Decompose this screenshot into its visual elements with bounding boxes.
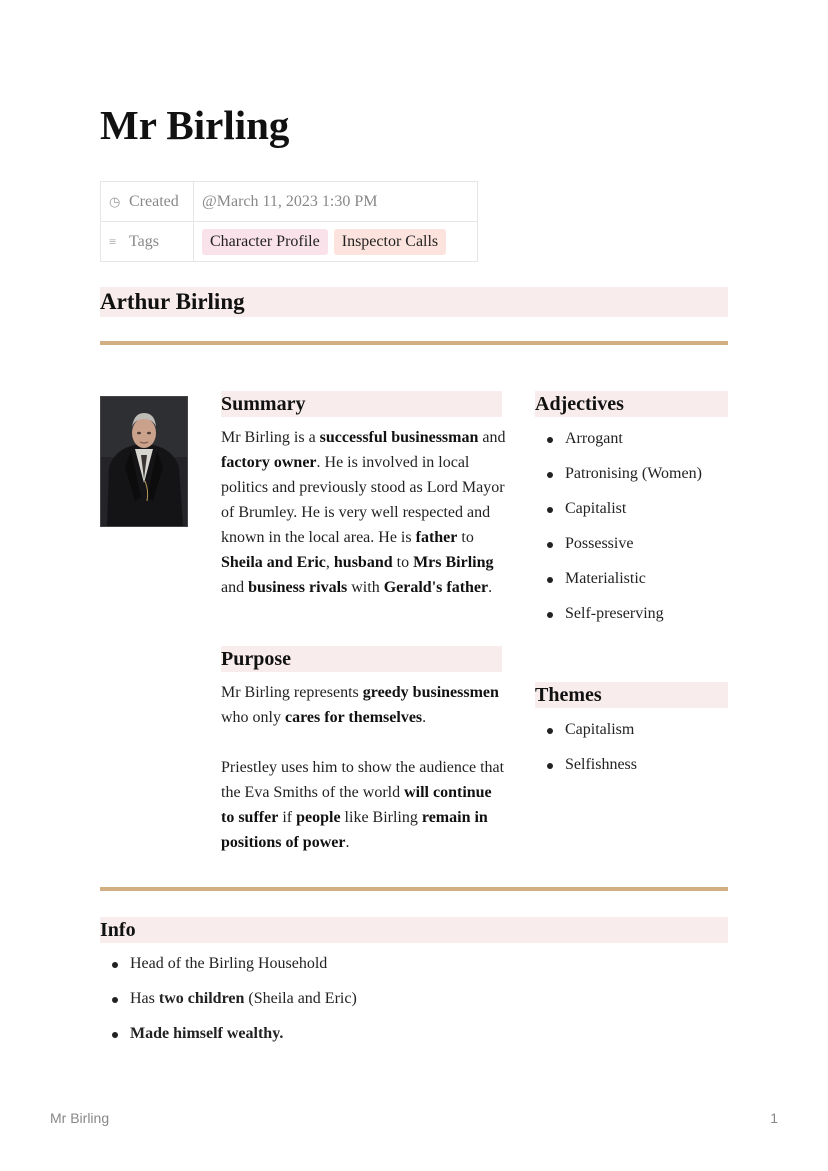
tags-value <box>194 222 478 262</box>
text-run: to <box>392 554 414 571</box>
property-row-created <box>101 182 478 222</box>
themes-list <box>535 719 728 789</box>
adjective-item: Patronising (Women) <box>535 463 728 498</box>
property-row-tags <box>101 222 478 262</box>
summary-heading: Summary <box>221 391 502 417</box>
info-item <box>100 988 728 1023</box>
text-run: Head of the Birling Household <box>130 955 328 972</box>
text-run: . <box>345 834 350 851</box>
emphasis-text: Mrs Birling <box>413 554 494 571</box>
adjective-item: Possessive <box>535 533 728 568</box>
emphasis-text: business rivals <box>248 579 348 596</box>
text-run: who only <box>221 709 285 726</box>
adjective-item: Materialistic <box>535 568 728 603</box>
properties-table <box>100 181 478 262</box>
emphasis-text: will continue to suffer <box>221 784 492 826</box>
emphasis-text: two children <box>158 990 245 1007</box>
text-run: if <box>278 809 297 826</box>
emphasis-text: father <box>415 529 458 546</box>
adjective-item: Arrogant <box>535 428 728 463</box>
tag-inspector-calls[interactable]: Inspector Calls <box>334 229 446 255</box>
tag-character-profile[interactable]: Character Profile <box>202 229 328 255</box>
emphasis-text: successful businessman <box>319 429 479 446</box>
text-run: Mr Birling is a <box>221 429 320 446</box>
text-run: . <box>488 579 493 596</box>
text-run: Priestley uses him to show the audience that the Eva Smiths of the world <box>221 759 505 801</box>
list-icon: ≡ <box>109 233 117 249</box>
adjective-item: Capitalist <box>535 498 728 533</box>
divider <box>100 887 728 891</box>
emphasis-text: Gerald's father <box>383 579 489 596</box>
adjective-item: Self-preserving <box>535 603 728 638</box>
theme-item: Selfishness <box>535 754 728 789</box>
page-number: 1 <box>770 1110 778 1126</box>
text-run: with <box>347 579 384 596</box>
emphasis-text: Sheila and Eric <box>221 554 326 571</box>
emphasis-text: husband <box>333 554 393 571</box>
emphasis-text: Made himself wealthy. <box>130 1025 284 1042</box>
created-label: Created <box>129 192 179 210</box>
divider <box>100 341 728 345</box>
created-value: @March 11, 2023 1:30 PM <box>194 182 478 222</box>
page-title: Mr Birling <box>100 102 290 148</box>
purpose-text <box>221 680 506 730</box>
property-key-created <box>101 182 194 222</box>
purpose-heading: Purpose <box>221 646 502 672</box>
clock-icon: ◷ <box>109 193 121 209</box>
text-run: Has <box>130 990 159 1007</box>
purpose-text-2 <box>221 755 506 855</box>
themes-heading: Themes <box>535 682 728 708</box>
summary-text <box>221 425 506 600</box>
portrait-image <box>101 397 187 526</box>
text-run: and <box>221 579 249 596</box>
info-list <box>100 953 728 1058</box>
info-heading: Info <box>100 917 728 943</box>
info-item <box>100 1023 728 1058</box>
adjectives-heading: Adjectives <box>535 391 728 417</box>
text-run: (Sheila and Eric) <box>244 990 357 1007</box>
text-run: , <box>325 554 334 571</box>
tags-label: Tags <box>129 232 159 250</box>
footer-title: Mr Birling <box>50 1110 110 1126</box>
character-portrait <box>100 396 188 527</box>
emphasis-text: cares for themselves <box>285 709 423 726</box>
emphasis-text: greedy businessmen <box>362 684 499 701</box>
text-run: like Birling <box>340 809 422 826</box>
text-run: to <box>457 529 474 546</box>
section-heading-arthur-birling: Arthur Birling <box>100 287 728 317</box>
theme-item: Capitalism <box>535 719 728 754</box>
text-run: . <box>422 709 427 726</box>
emphasis-text: remain in positions of power <box>221 809 488 851</box>
info-item <box>100 953 728 988</box>
adjectives-list <box>535 428 728 638</box>
property-key-tags <box>101 222 194 262</box>
emphasis-text: factory owner <box>221 454 317 471</box>
emphasis-text: people <box>296 809 341 826</box>
text-run: Mr Birling represents <box>221 684 363 701</box>
text-run: and <box>478 429 506 446</box>
text-run: . He is involved in local politics and previously stood as Lord Mayor of Brumley. He is very well respected and known in the local area. He is <box>221 454 505 546</box>
